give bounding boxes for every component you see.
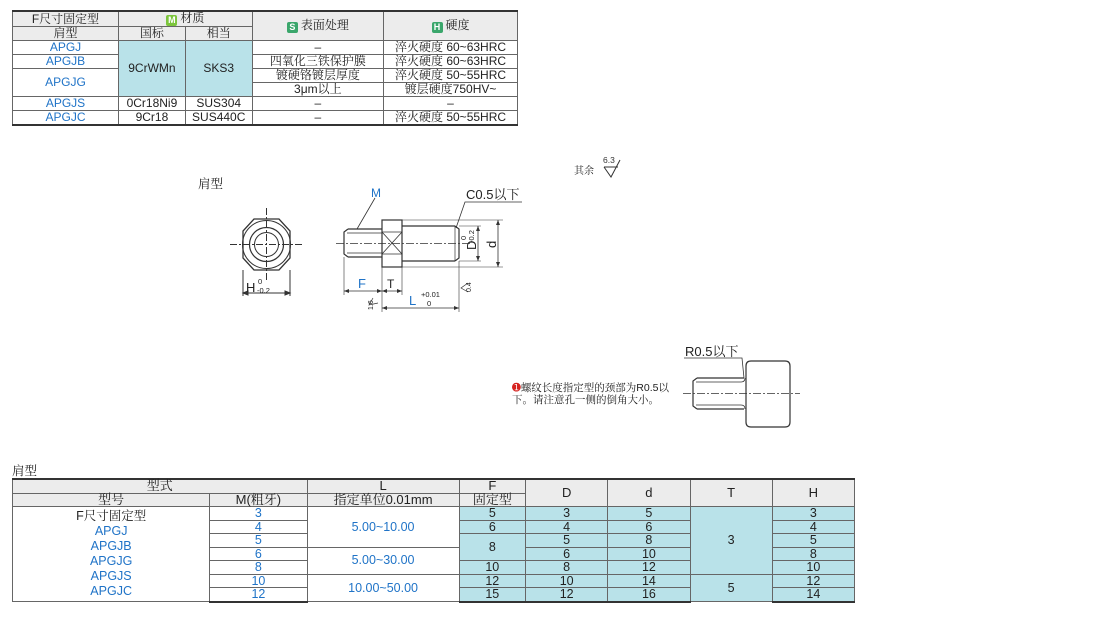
col-header-std: 国标	[119, 27, 186, 41]
col-header-L-unit: 指定单位0.01mm	[307, 493, 459, 507]
detail-view	[683, 358, 800, 427]
col-header-surface: S 表面处理	[252, 11, 383, 41]
material-std: 0Cr18Ni9	[119, 97, 186, 111]
D-cell: 8	[526, 561, 608, 575]
F-label: F	[358, 276, 366, 291]
col-header-D: D	[526, 479, 608, 507]
d-label: d	[484, 240, 499, 248]
dim-table-title: 肩型	[12, 464, 38, 478]
h-cell: 3	[772, 507, 854, 521]
f-cell: 15	[459, 588, 525, 602]
col-header-hardness: H 硬度	[384, 11, 518, 41]
radius-note: R0.5以下	[685, 344, 739, 359]
f-cell: 6	[459, 520, 525, 534]
D-label: D	[464, 240, 479, 250]
surface-cell: 四氧化三铁保护膜	[252, 55, 383, 69]
f-cell: 10	[459, 561, 525, 575]
drawing-title: 肩型	[198, 177, 224, 191]
m-cell: 3	[210, 507, 307, 521]
col-header-material: M 材质	[119, 11, 253, 27]
m-label: M	[371, 186, 381, 200]
l-range-cell: 5.00~10.00	[307, 507, 459, 548]
h-cell: 10	[772, 561, 854, 575]
col-header-F-sub: 固定型	[459, 493, 525, 507]
h-dim-label: H	[246, 280, 256, 295]
d-cell: 16	[608, 588, 690, 602]
D-tol-lower: -0.2	[467, 230, 476, 243]
T-label: T	[387, 277, 395, 291]
col-header-type-form: 型式	[13, 479, 308, 493]
material-std: 9Cr18	[119, 111, 186, 126]
col-header-shoulder: 肩型	[13, 27, 119, 41]
d-cell: 8	[608, 534, 690, 548]
d-cell: 5	[608, 507, 690, 521]
roughness-16: 1.6	[368, 300, 375, 310]
d-cell: 14	[608, 574, 690, 588]
thread-note: ➊螺纹长度指定型的颈部为R0.5以下。请注意孔一侧的倒角大小。	[512, 382, 669, 406]
L-tol-lower: 0	[427, 299, 432, 308]
hardness-cell: 淬火硬度 50~55HRC	[384, 111, 518, 126]
type-apgjs: APGJS	[13, 97, 119, 111]
m-cell: 8	[210, 561, 307, 575]
h-tol-lower: -0.2	[257, 286, 270, 295]
h-cell: 12	[772, 574, 854, 588]
l-range-cell: 5.00~30.00	[307, 547, 459, 574]
h-cell: 14	[772, 588, 854, 602]
dimension-table	[12, 478, 855, 603]
D-cell: 5	[526, 534, 608, 548]
roughness-value: 6.3	[603, 155, 615, 165]
material-equiv-merged: SKS3	[185, 41, 252, 97]
D-cell: 6	[526, 547, 608, 561]
h-tol-upper: 0	[258, 277, 263, 286]
f-cell: 12	[459, 574, 525, 588]
D-cell: 4	[526, 520, 608, 534]
col-header-d: d	[608, 479, 690, 507]
material-std-merged: 9CrWMn	[119, 41, 186, 97]
material-equiv: SUS440C	[185, 111, 252, 126]
m-cell: 4	[210, 520, 307, 534]
model-list: F尺寸固定型 APGJ APGJB APGJG APGJS APGJC	[13, 507, 210, 602]
f-cell: 8	[459, 534, 525, 561]
hardness-cell: 淬火硬度 60~63HRC	[384, 55, 518, 69]
m-cell: 12	[210, 588, 307, 602]
d-cell: 10	[608, 547, 690, 561]
D-cell: 12	[526, 588, 608, 602]
col-header-type: F尺寸固定型	[13, 11, 119, 27]
surface-cell: 3μm以上	[252, 83, 383, 97]
hardness-cell: 淬火硬度 60~63HRC	[384, 41, 518, 55]
surface-cell: –	[252, 111, 383, 126]
warning-icon: ➊	[512, 382, 521, 394]
chamfer-note: C0.5以下	[466, 187, 520, 202]
col-header-equiv: 相当	[185, 27, 252, 41]
surface-cell: –	[252, 41, 383, 55]
col-header-L: L	[307, 479, 459, 493]
d-cell: 12	[608, 561, 690, 575]
m-cell: 5	[210, 534, 307, 548]
m-cell: 6	[210, 547, 307, 561]
end-view	[230, 208, 302, 296]
type-apgjg: APGJG	[13, 69, 119, 97]
type-apgjc: APGJC	[13, 111, 119, 126]
col-header-T: T	[690, 479, 772, 507]
D-cell: 3	[526, 507, 608, 521]
type-apgj: APGJ	[13, 41, 119, 55]
surface-cell: –	[252, 97, 383, 111]
col-header-F: F	[459, 479, 525, 493]
col-header-m-coarse: M(粗牙)	[210, 493, 307, 507]
h-cell: 8	[772, 547, 854, 561]
hardness-cell: 镀层硬度750HV~	[384, 83, 518, 97]
h-cell: 4	[772, 520, 854, 534]
l-range-cell: 10.00~50.00	[307, 574, 459, 602]
f-cell: 5	[459, 507, 525, 521]
hardness-cell: 淬火硬度 50~55HRC	[384, 69, 518, 83]
L-tol-upper: +0.01	[421, 290, 440, 299]
L-label: L	[409, 293, 417, 308]
d-cell: 6	[608, 520, 690, 534]
type-apgjb: APGJB	[13, 55, 119, 69]
h-cell: 5	[772, 534, 854, 548]
col-header-H: H	[772, 479, 854, 507]
roughness-04: 0.4	[466, 282, 473, 292]
t-cell: 3	[690, 507, 772, 575]
col-header-model: 型号	[13, 493, 210, 507]
surface-cell: 镀硬铬镀层厚度	[252, 69, 383, 83]
t-cell: 5	[690, 574, 772, 602]
D-cell: 10	[526, 574, 608, 588]
roughness-note: 其余	[574, 166, 594, 177]
m-cell: 10	[210, 574, 307, 588]
D-tol-upper: 0	[459, 235, 468, 240]
hardness-cell: –	[384, 97, 518, 111]
material-equiv: SUS304	[185, 97, 252, 111]
